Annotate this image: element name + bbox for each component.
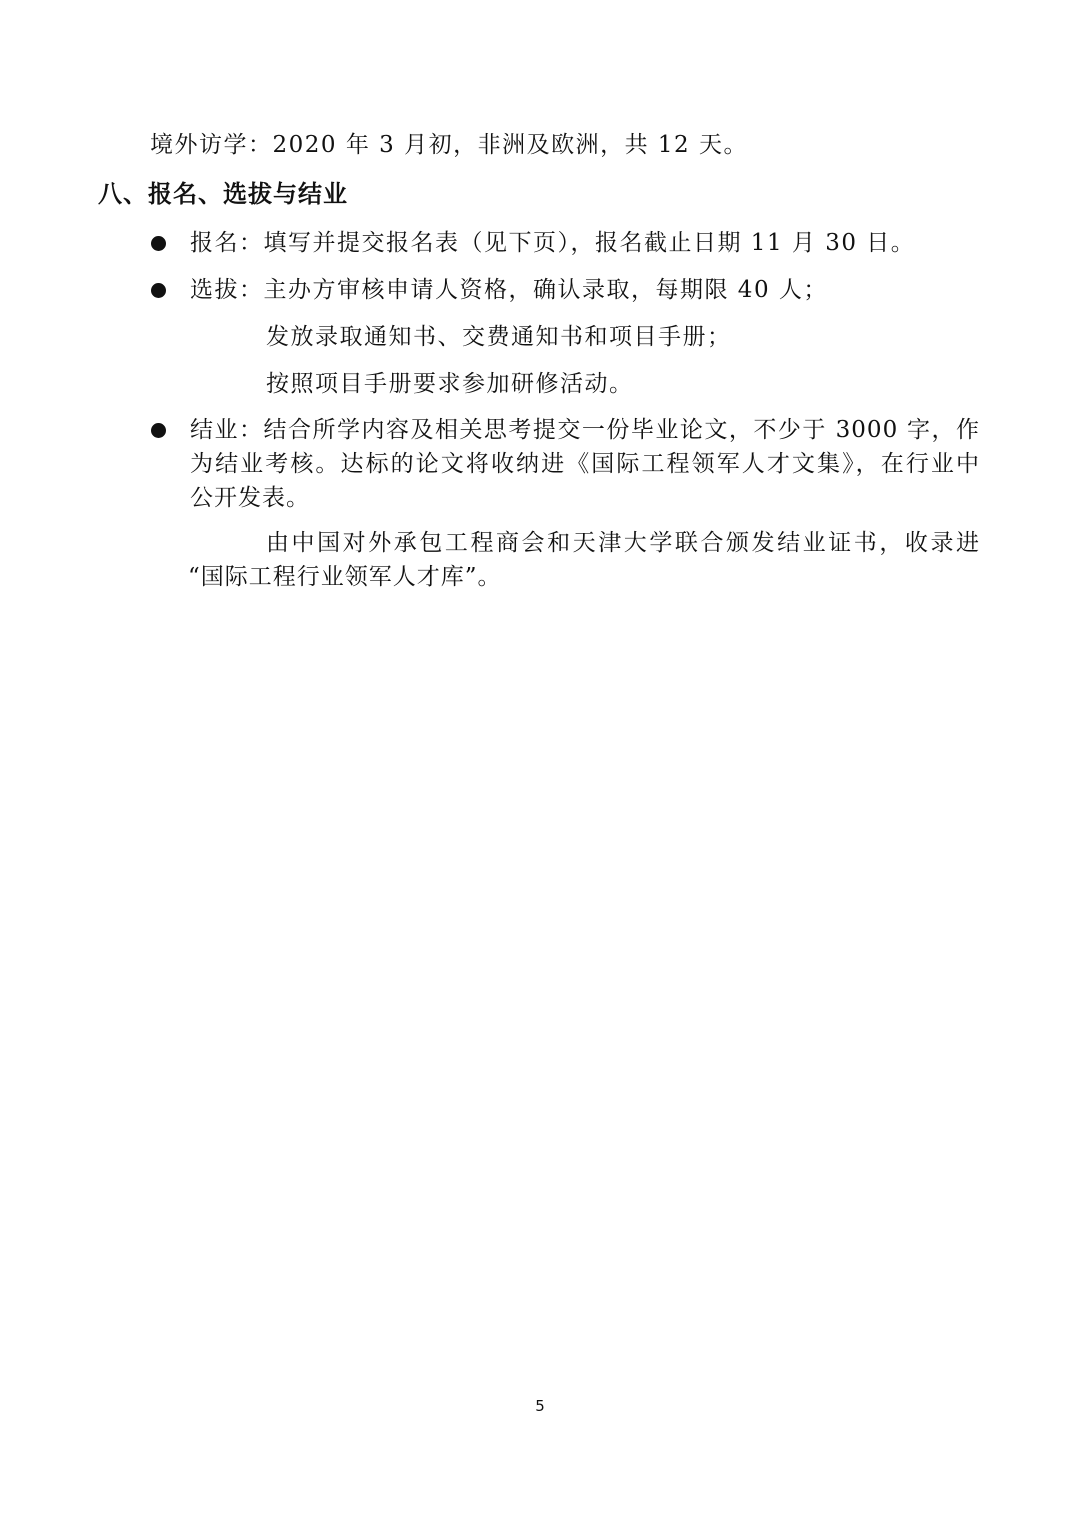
selection-sub-line: 按照项目手册要求参加研修活动。	[266, 371, 634, 397]
bullet-icon	[151, 236, 166, 251]
completion-text-line: 公开发表。	[190, 485, 310, 511]
certificate-paragraph-line: “国际工程行业领军人才库”。	[188, 564, 502, 590]
completion-text-line: 为结业考核。达标的论文将收纳进《国际工程领军人才文集》，在行业中	[190, 451, 980, 477]
section-heading: 八、报名、选拔与结业	[98, 179, 348, 208]
certificate-paragraph-line: 由中国对外承包工程商会和天津大学联合颁发结业证书，收录进	[266, 530, 980, 556]
selection-sub-line: 发放录取通知书、交费通知书和项目手册；	[266, 324, 732, 350]
bullet-selection-text: 选拔：主办方审核申请人资格，确认录取，每期限 40 人；	[190, 277, 828, 303]
page-number: 5	[535, 1397, 545, 1415]
bullet-registration-text: 报名：填写并提交报名表（见下页），报名截止日期 11 月 30 日。	[190, 230, 916, 256]
completion-text-line: 结业：结合所学内容及相关思考提交一份毕业论文，不少于 3000 字，作	[190, 417, 980, 443]
bullet-icon	[151, 283, 166, 298]
intro-line: 境外访学：2020 年 3 月初，非洲及欧洲，共 12 天。	[150, 132, 748, 158]
bullet-icon	[151, 423, 166, 438]
